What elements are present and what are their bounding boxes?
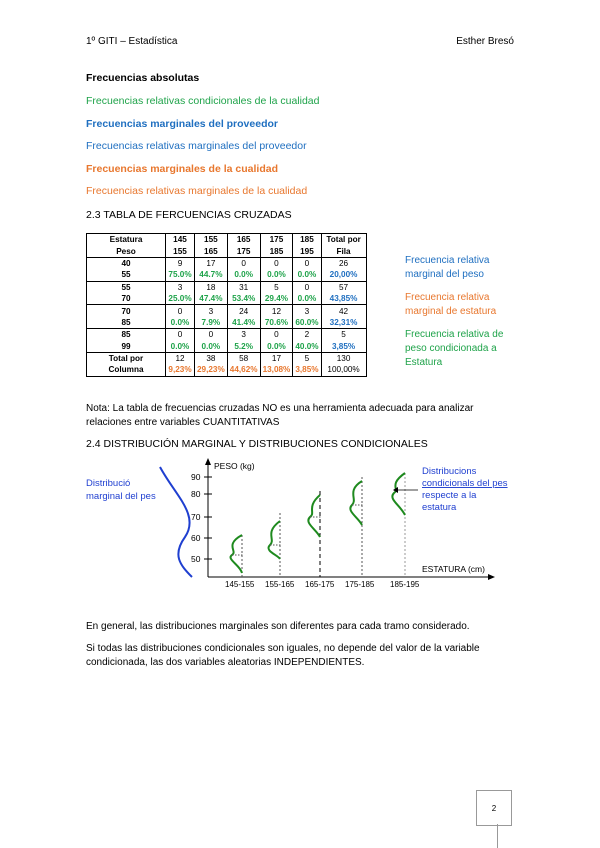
side-legend-line: peso condicionada a [405,343,497,354]
y-tick: 80 [191,489,201,499]
col-header: 145 [166,234,195,246]
y-tick: 50 [191,554,201,564]
count-cell: 0 [293,281,321,293]
col-header: 155 [166,245,195,257]
count-cell: 24 [227,305,260,317]
col-header: 195 [293,245,321,257]
pct-cell: 0.0% [166,317,195,329]
col-header: 165 [195,245,228,257]
count-cell: 3 [227,329,260,341]
pct-cell: 7.9% [195,317,228,329]
count-cell: 0 [227,257,260,269]
conditional-curve-3 [308,495,320,537]
row-label-hi: 85 [87,317,166,329]
col-pct: 29,23% [195,364,228,376]
row-total: 42 [321,305,366,317]
x-tick: 155-165 [265,580,295,589]
row-total-pct: 32,31% [321,317,366,329]
pct-cell: 40.0% [293,341,321,353]
count-cell: 0 [293,257,321,269]
row-label-lo: 55 [87,281,166,293]
pct-cell: 53.4% [227,293,260,305]
page-number-line [497,824,498,848]
count-cell: 0 [166,329,195,341]
x-ticks [225,580,420,589]
header-right: Esther Bresó [456,36,514,47]
side-legend-orange [405,291,496,319]
pct-cell: 29.4% [260,293,293,305]
header-fila: Fila [321,245,366,257]
x-axis-label: ESTATURA (cm) [422,564,485,574]
pct-cell: 0.0% [260,269,293,281]
col-pct: 3,85% [293,364,321,376]
pct-cell: 44.7% [195,269,228,281]
footer-columna: Columna [87,364,166,376]
side-legend-line: Frecuencia relativa [405,292,490,303]
pct-cell: 0.0% [227,269,260,281]
count-cell: 5 [260,281,293,293]
paragraph-1: En general, las distribuciones marginales son diferentes para cada tramo considerado. [86,621,470,632]
grand-pct: 100,00% [321,364,366,376]
row-label-lo: 85 [87,329,166,341]
pct-cell: 0.0% [293,293,321,305]
row-label-hi: 55 [87,269,166,281]
row-total-pct: 20,00% [321,269,366,281]
col-header: 175 [260,234,293,246]
header-left: 1º GITI – Estadística [86,36,178,47]
y-ticks [191,472,212,564]
x-tick: 165-175 [305,580,335,589]
row-total-pct: 43,85% [321,293,366,305]
count-cell: 3 [166,281,195,293]
count-cell: 31 [227,281,260,293]
note-line: Nota: La tabla de frecuencias cruzadas NO es una herramienta adecuada para analizar [86,403,474,414]
marginal-curve [160,467,192,577]
grand-total: 130 [321,352,366,364]
y-axis-arrow [205,458,211,465]
page-number-box [476,790,512,826]
section-title-2-4: 2.4 DISTRIBUCIÓN MARGINAL Y DISTRIBUCIONES CONDICIONALES [86,438,428,450]
conditional-curve-2 [269,521,280,559]
pct-cell: 25.0% [166,293,195,305]
col-total: 17 [260,352,293,364]
note [86,402,516,430]
right-note-line: Distribucions [422,466,477,477]
legend-rel-marg-cualidad: Frecuencias relativas marginales de la cualidad [86,185,308,197]
count-cell: 17 [195,257,228,269]
y-tick: 70 [191,512,201,522]
row-label-lo: 40 [87,257,166,269]
x-tick: 175-185 [345,580,375,589]
left-note-line: marginal del pes [86,491,156,502]
col-header: 155 [195,234,228,246]
pct-cell: 0.0% [195,341,228,353]
pct-cell: 47.4% [195,293,228,305]
pct-cell: 41.4% [227,317,260,329]
row-label-hi: 99 [87,341,166,353]
y-tick: 60 [191,533,201,543]
x-tick: 185-195 [390,580,420,589]
row-label-lo: 70 [87,305,166,317]
col-total: 38 [195,352,228,364]
col-header: 175 [227,245,260,257]
side-legend-line: marginal del peso [405,269,484,280]
y-axis-label: PESO (kg) [214,461,255,471]
conditional-curve-5 [392,473,405,515]
side-legend-line: Frecuencia relativa [405,255,490,266]
count-cell: 2 [293,329,321,341]
pct-cell: 5.2% [227,341,260,353]
count-cell: 3 [195,305,228,317]
row-total: 57 [321,281,366,293]
pct-cell: 70.6% [260,317,293,329]
header-estatura: Estatura [87,234,166,246]
side-legend-line: Estatura [405,357,443,368]
page-number: 2 [491,803,497,813]
count-cell: 0 [166,305,195,317]
side-legend-blue [405,254,489,282]
pct-cell: 75.0% [166,269,195,281]
count-cell: 12 [260,305,293,317]
pct-cell: 60.0% [293,317,321,329]
legend-marg-proveedor: Frecuencias marginales del proveedor [86,118,278,130]
col-header: 185 [260,245,293,257]
note-line: relaciones entre variables CUANTITATIVAS [86,417,280,428]
col-pct: 13,08% [260,364,293,376]
count-cell: 3 [293,305,321,317]
row-total-pct: 3,85% [321,341,366,353]
distribution-figure [0,455,600,595]
legend-marg-cualidad: Frecuencias marginales de la cualidad [86,163,278,175]
side-legend-line: marginal de estatura [405,306,497,317]
count-cell: 0 [195,329,228,341]
paragraph-line: condicionada, las dos variables aleatorias INDEPENDIENTES. [86,657,365,668]
conditional-curve-1 [231,535,242,573]
section-title-2-3: 2.3 TABLA DE FERCUENCIAS CRUZADAS [86,209,292,221]
pct-cell: 0.0% [260,341,293,353]
paragraph-line: Si todas las distribuciones condicionales son iguales, no depende del valor de la variable [86,643,480,654]
pct-cell: 0.0% [293,269,321,281]
conditional-curve-4 [350,481,362,525]
side-legend-green [405,328,503,370]
row-total: 5 [321,329,366,341]
side-legend-line: Frecuencia relativa de [405,329,504,340]
cross-frequency-table [86,233,367,377]
header-total: Total por [321,234,366,246]
col-total: 5 [293,352,321,364]
legend-rel-cond-cualidad: Frecuencias relativas condicionales de la cualidad [86,95,320,107]
pct-cell: 0.0% [166,341,195,353]
count-cell: 9 [166,257,195,269]
paragraph-2 [86,642,516,670]
x-axis-arrow [488,574,495,580]
right-note-line: condicionals del pes [422,478,508,489]
count-cell: 0 [260,329,293,341]
count-cell: 18 [195,281,228,293]
y-tick: 90 [191,472,201,482]
left-note-line: Distribució [86,478,131,489]
col-header: 165 [227,234,260,246]
x-tick: 145-155 [225,580,255,589]
col-header: 185 [293,234,321,246]
footer-total: Total por [87,352,166,364]
col-pct: 44,62% [227,364,260,376]
header-peso: Peso [87,245,166,257]
col-total: 58 [227,352,260,364]
col-total: 12 [166,352,195,364]
right-note-line: respecte a la [422,490,477,501]
legend-absolute: Frecuencias absolutas [86,72,200,84]
row-total: 26 [321,257,366,269]
count-cell: 0 [260,257,293,269]
right-note-line: estatura [422,502,457,513]
row-label-hi: 70 [87,293,166,305]
legend-rel-marg-proveedor: Frecuencias relativas marginales del proveedor [86,140,307,152]
col-pct: 9,23% [166,364,195,376]
